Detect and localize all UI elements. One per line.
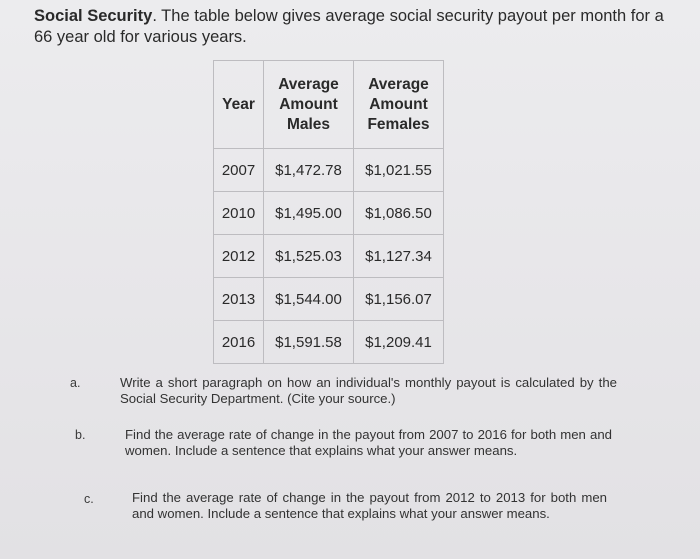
question-c-label: c. xyxy=(84,492,94,506)
cell-males: $1,544.00 xyxy=(264,278,354,321)
header-females-line2: Amount xyxy=(369,95,428,113)
cell-females: $1,209.41 xyxy=(354,321,444,364)
cell-females: $1,086.50 xyxy=(354,192,444,235)
question-b-text: Find the average rate of change in the payout from 2007 to 2016 for both men and women. Include a sentence that explains what your answer means. xyxy=(125,427,612,458)
cell-year: 2013 xyxy=(214,278,264,321)
question-a-text: Write a short paragraph on how an individual's monthly payout is calculated by the Social Security Department. (Cite your source.) xyxy=(120,375,617,406)
cell-year: 2012 xyxy=(214,235,264,278)
header-males-line1: Average xyxy=(278,75,339,93)
header-year: Year xyxy=(214,61,264,149)
header-males-line3: Males xyxy=(286,115,331,133)
cell-females: $1,156.07 xyxy=(354,278,444,321)
question-a-label: a. xyxy=(70,376,81,390)
cell-males: $1,591.58 xyxy=(264,321,354,364)
cell-males: $1,525.03 xyxy=(264,235,354,278)
header-females-line1: Average xyxy=(368,75,429,93)
cell-year: 2016 xyxy=(214,321,264,364)
cell-year: 2007 xyxy=(214,149,264,192)
intro-text: . The table below gives average social security payout per month for a 66 year old for various years. xyxy=(34,7,664,46)
header-males-line2: Amount xyxy=(279,95,338,113)
question-c-text: Find the average rate of change in the payout from 2012 to 2013 for both men and women. Include a sentence that explains what your answer means. xyxy=(132,490,607,521)
cell-females: $1,021.55 xyxy=(354,149,444,192)
question-b-label: b. xyxy=(75,428,86,442)
intro-title: Social Security xyxy=(34,7,153,25)
header-females-line3: Females xyxy=(367,115,430,133)
cell-males: $1,495.00 xyxy=(264,192,354,235)
cell-year: 2010 xyxy=(214,192,264,235)
cell-males: $1,472.78 xyxy=(264,149,354,192)
cell-females: $1,127.34 xyxy=(354,235,444,278)
